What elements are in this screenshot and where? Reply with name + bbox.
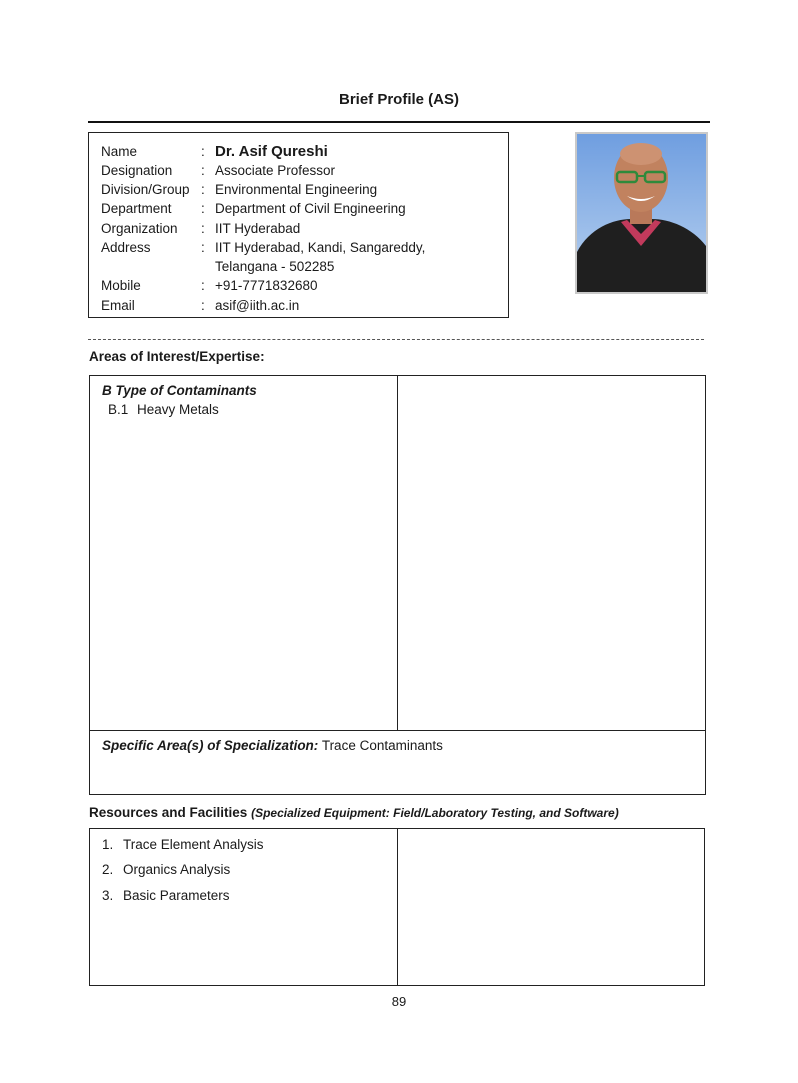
resource-item [102,888,230,903]
organization-colon: : [201,221,205,236]
organization-label: Organization [101,221,178,236]
resources-heading [89,805,619,820]
resources-heading-main: Resources and Facilities [89,805,248,820]
resource-item-num: 3. [102,888,114,903]
division-colon: : [201,182,205,197]
category-item-code: B.1 [108,402,129,417]
email-label: Email [101,298,135,313]
designation-value: Associate Professor [215,163,336,178]
division-value: Environmental Engineering [215,182,378,197]
areas-row-divider [89,730,706,731]
email-value: asif@iith.ac.in [215,298,300,313]
email-colon: : [201,298,205,313]
profile-box [88,132,509,318]
page-number: 89 [391,994,407,1009]
category-item-label: Heavy Metals [137,402,219,417]
resource-item [102,837,264,852]
address-label: Address [101,240,151,255]
specialization-label: Specific Area(s) of Specialization: [102,738,319,753]
department-colon: : [201,201,205,216]
dashed-separator [88,339,704,340]
division-label: Division/Group [101,182,190,197]
areas-heading: Areas of Interest/Expertise: [89,349,265,364]
category-item [108,402,219,417]
resource-item [102,862,230,877]
areas-column-divider [397,375,398,730]
department-label: Department [101,201,172,216]
name-label: Name [101,144,138,159]
address-colon: : [201,240,205,255]
organization-value: IIT Hyderabad [215,221,301,236]
specialization-value: Trace Contaminants [318,738,443,753]
address-value-line2: Telangana - 502285 [215,259,335,274]
resource-item-label: Trace Element Analysis [123,837,264,852]
resource-item-label: Organics Analysis [123,862,231,877]
address-value: IIT Hyderabad, Kandi, Sangareddy, [215,240,426,255]
department-value: Department of Civil Engineering [215,201,406,216]
specialization [102,738,443,753]
resources-subheading: (Specialized Equipment: Field/Laboratory Testing, and Software) [251,806,619,820]
mobile-value: +91-7771832680 [215,278,318,293]
page-title: Brief Profile (AS) [338,91,459,108]
name-colon: : [201,144,205,159]
resource-item-num: 2. [102,862,114,877]
resource-item-label: Basic Parameters [123,888,230,903]
designation-colon: : [201,163,205,178]
title-rule [88,121,710,123]
mobile-colon: : [201,278,205,293]
resources-column-divider [397,828,398,986]
person-photo-icon [577,134,706,292]
resource-item-num: 1. [102,837,114,852]
profile-photo [575,132,708,294]
designation-label: Designation [101,163,173,178]
name-value: Dr. Asif Qureshi [215,143,328,160]
category-title: B Type of Contaminants [102,383,257,398]
mobile-label: Mobile [101,278,141,293]
